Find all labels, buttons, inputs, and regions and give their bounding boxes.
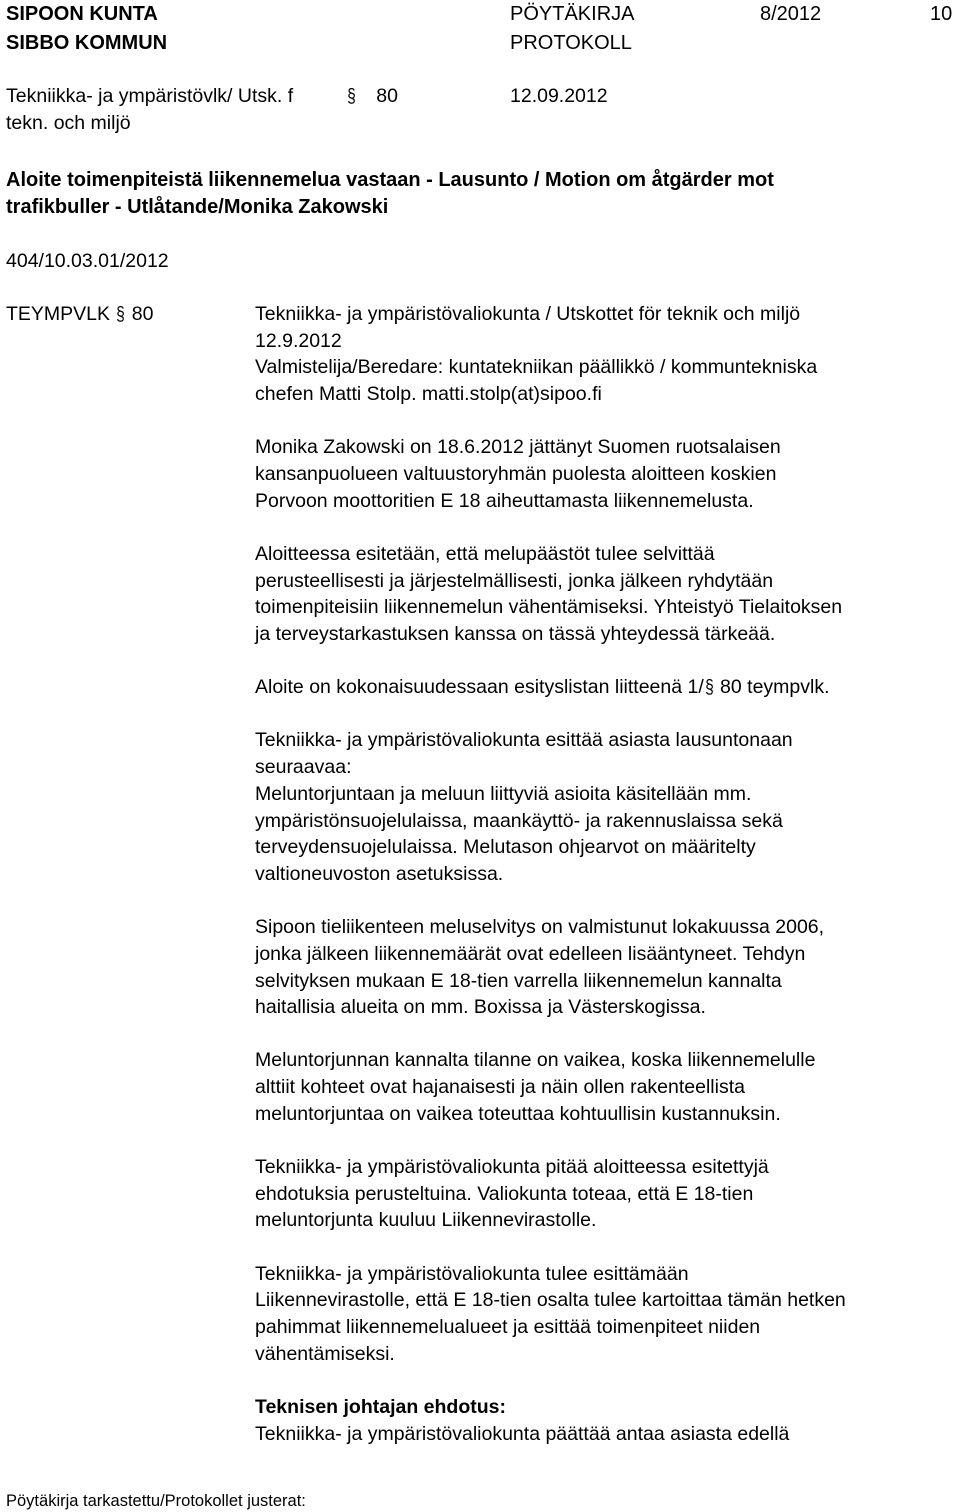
committee-code: TEYMPVLK — [6, 303, 111, 325]
section-label-number: 80 — [131, 303, 154, 325]
text-line: vähentämiseksi. — [255, 1342, 395, 1365]
paragraph — [255, 541, 959, 648]
section-symbol: § — [347, 85, 356, 107]
text-line: meluntorjunta kuuluu Liikennevirastolle. — [255, 1209, 597, 1232]
committee-name — [6, 83, 293, 137]
text-line: valtioneuvoston asetuksissa. — [255, 862, 504, 885]
proposal — [255, 1394, 959, 1447]
text-line: Monika Zakowski on 18.6.2012 jättänyt Suomen ruotsalaisen — [255, 436, 781, 459]
section-symbol: § — [704, 676, 714, 699]
text-line — [255, 674, 959, 701]
page-number: 10 — [930, 3, 953, 25]
document-type — [510, 0, 634, 58]
agenda-title — [6, 167, 946, 221]
text-line: perusteellisesti ja järjestelmällisesti, jonka jälkeen ryhdytään — [255, 569, 774, 592]
meta-line: 12.9.2012 — [255, 329, 342, 352]
municipality-fi: SIPOON KUNTA — [6, 3, 158, 25]
meta-line: Tekniikka- ja ympäristövaliokunta / Utskottet för teknik och miljö — [255, 303, 801, 325]
text-line: seuraavaa: — [255, 756, 352, 779]
text-line: Tekniikka- ja ympäristövaliokunta esittää asiasta lausuntonaan — [255, 729, 793, 752]
text-line: pahimmat liikennemelualueet ja esittää toimenpiteet niiden — [255, 1316, 761, 1339]
section-label — [6, 301, 153, 328]
text-line: Aloitteessa esitetään, että melupäästöt tulee selvittää — [255, 542, 715, 565]
doc-type-fi: PÖYTÄKIRJA — [510, 3, 635, 25]
text-line: jonka jälkeen liikennemäärät ovat edelleen lisääntyneet. Tehdyn — [255, 942, 806, 965]
paragraph — [255, 434, 959, 514]
proposal-text: Tekniikka- ja ympäristövaliokunta päättää antaa asiasta edellä — [255, 1422, 790, 1445]
text-line: ja terveystarkastuksen kanssa on tässä yhteydessä tärkeää. — [255, 623, 776, 646]
paragraph — [255, 1047, 959, 1127]
text-line: haitallisia alueita on mm. Boxissa ja Västerskogissa. — [255, 996, 706, 1019]
text-line: ehdotuksia perusteltuina. Valiokunta toteaa, että E 18-tien — [255, 1182, 754, 1205]
text-fragment: Aloite on kokonaisuudessaan esityslistan liitteenä 1/ — [255, 676, 704, 699]
protocol-number: 8/2012 — [760, 3, 822, 25]
header-section — [346, 83, 398, 110]
text-line: ympäristönsuojelulaissa, maankäyttö- ja rakennuslaissa sekä — [255, 809, 783, 832]
text-line: Meluntorjuntaan ja meluun liittyviä asioita käsitellään mm. — [255, 782, 752, 805]
text-line: alttiit kohteet ovat hajanaisesti ja näin ollen rakenteellista — [255, 1076, 745, 1099]
footer-checked-label: Pöytäkirja tarkastettu/Protokollet justerat: — [6, 1492, 306, 1510]
municipality-sv: SIBBO KOMMUN — [6, 32, 168, 54]
text-line: Tekniikka- ja ympäristövaliokunta pitää aloitteessa esitettyjä — [255, 1156, 769, 1179]
title-line: trafikbuller - Utlåtande/Monika Zakowski — [6, 196, 389, 218]
text-line: Sipoon tieliikenteen meluselvitys on valmistunut lokakuussa 2006, — [255, 916, 825, 939]
proposal-heading: Teknisen johtajan ehdotus: — [255, 1396, 506, 1418]
text-line: terveydensuojelulaissa. Melutason ohjearvot on määritelty — [255, 836, 756, 859]
paragraph — [255, 1154, 959, 1234]
committee-fi: Tekniikka- ja ympäristövlk/ Utsk. f — [6, 85, 294, 107]
municipality-name — [6, 0, 167, 58]
section-number: 80 — [376, 85, 398, 107]
paragraph — [255, 727, 959, 887]
text-line: Meluntorjunnan kannalta tilanne on vaikea, koska liikennemelulle — [255, 1049, 816, 1072]
section-symbol: § — [116, 303, 126, 325]
text-line: meluntorjuntaa on vaikea toteuttaa kohtuullisin kustannuksin. — [255, 1102, 781, 1125]
reference-number: 404/10.03.01/2012 — [6, 250, 169, 272]
paragraph — [255, 674, 959, 701]
title-line: Aloite toimenpiteistä liikennemelua vastaan - Lausunto / Motion om åtgärder mot — [6, 169, 774, 191]
text-line: Liikennevirastolle, että E 18-tien osalta tulee kartoittaa tämän hetken — [255, 1289, 846, 1312]
paragraph — [255, 914, 959, 1021]
meta-line: Valmistelija/Beredare: kuntatekniikan päällikkö / kommuntekniska — [255, 356, 818, 379]
doc-type-sv: PROTOKOLL — [510, 32, 632, 54]
text-line: kansanpuolueen valtuustoryhmän puolesta aloitteen koskien — [255, 463, 777, 486]
text-line: Tekniikka- ja ympäristövaliokunta tulee esittämään — [255, 1262, 689, 1285]
preparation-info — [255, 301, 959, 408]
text-line: selvityksen mukaan E 18-tien varrella liikennemelun kannalta — [255, 969, 782, 992]
text-line: Porvoon moottoritien E 18 aiheuttamasta liikennemelusta. — [255, 489, 754, 512]
paragraph — [255, 1261, 959, 1368]
text-line: toimenpiteisiin liikennemelun vähentämiseksi. Yhteistyö Tielaitoksen — [255, 596, 843, 619]
text-fragment: 80 teympvlk. — [714, 676, 830, 699]
meeting-date: 12.09.2012 — [510, 85, 608, 107]
committee-sv: tekn. och miljö — [6, 112, 131, 134]
meta-line: chefen Matti Stolp. matti.stolp(at)sipoo.fi — [255, 383, 602, 406]
section-body — [255, 301, 959, 1447]
